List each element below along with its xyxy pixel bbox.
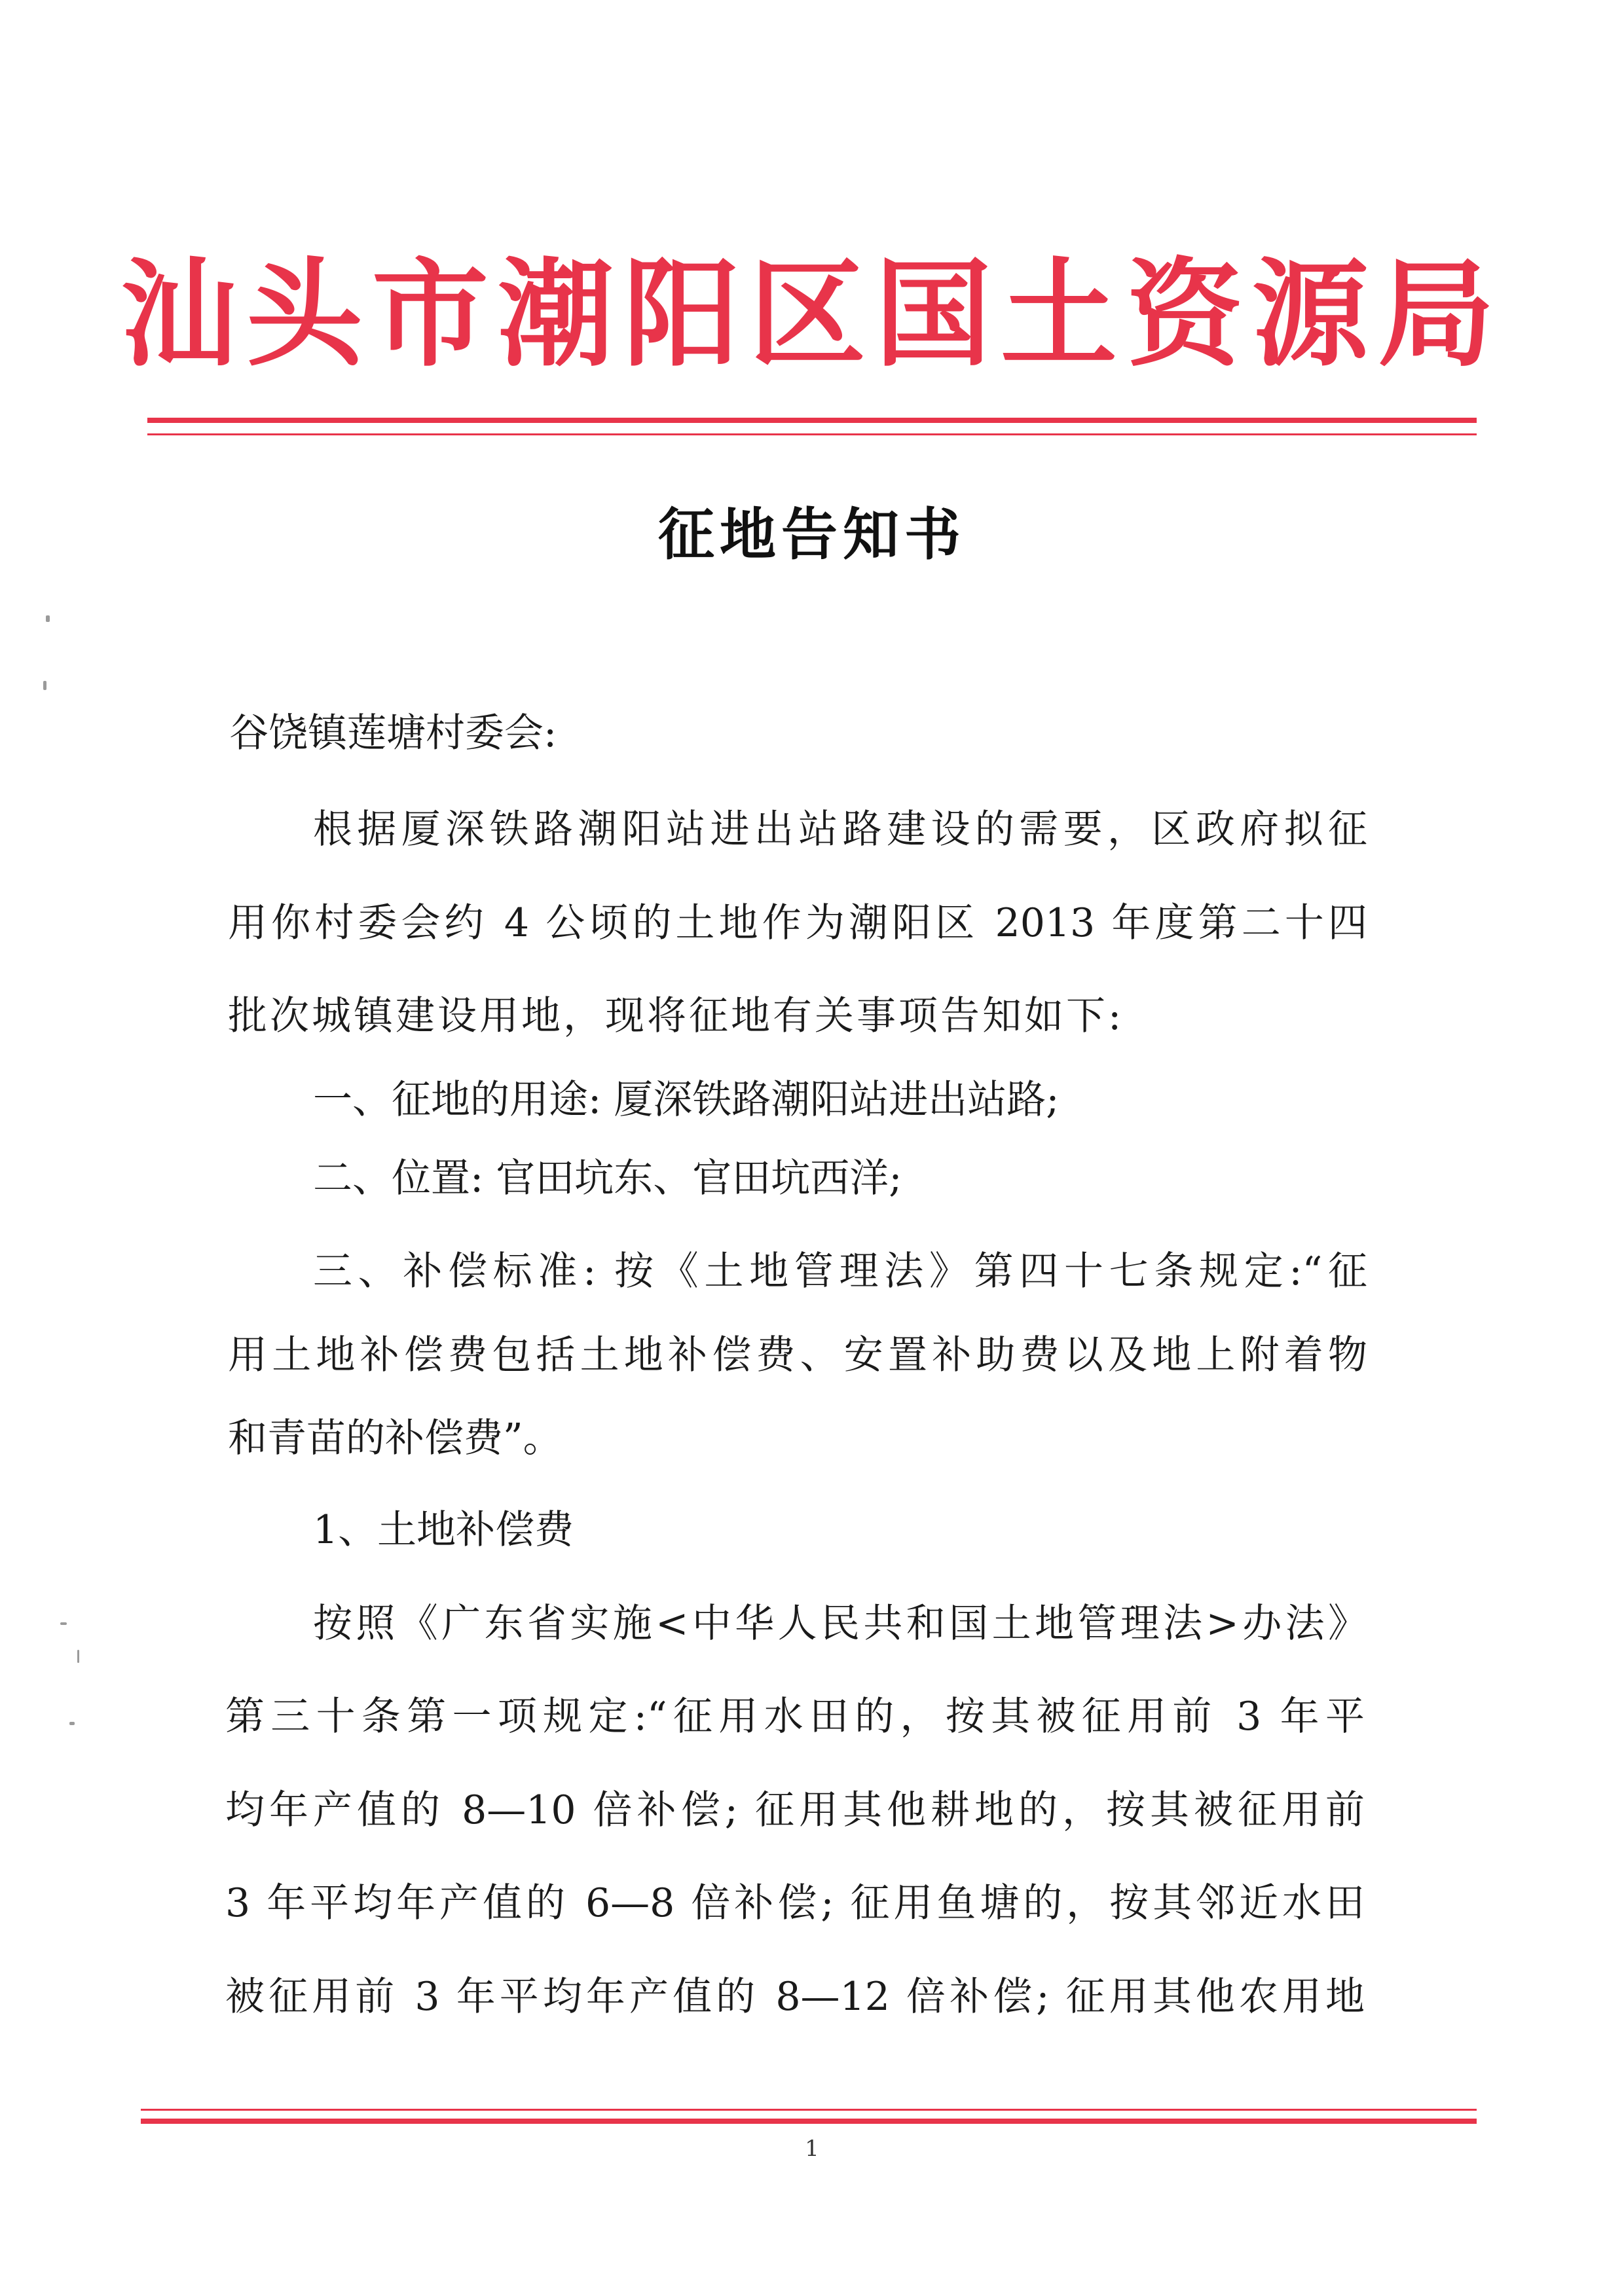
body-line: 第三十条第一项规定:“征用水田的，按其被征用前 3 年平 [225,1694,1365,1740]
body-line: 批次城镇建设用地，现将征地有关事项告知如下: [228,993,1124,1039]
body-line: 用你村委会约 4 公顷的土地作为潮阳区 2013 年度第二十四 [228,900,1367,946]
body-line: 3 年平均年产值的 6—8 倍补偿; 征用鱼塘的，按其邻近水田 [225,1880,1365,1926]
footer-rule-thin [141,2109,1477,2111]
body-line: 按照《广东省实施<中华人民共和国土地管理法>办法》 [313,1601,1367,1647]
body-line: 二、位置: 官田坑东、官田坑西洋; [313,1156,902,1201]
salutation: 谷饶镇莲塘村委会: [229,710,557,756]
body-line: 被征用前 3 年平均年产值的 8—12 倍补偿; 征用其他农用地 [225,1974,1365,2020]
body-line: 均年产值的 8—10 倍补偿; 征用其他耕地的，按其被征用前 [225,1787,1365,1833]
body-line: 和青苗的补偿费”。 [228,1415,563,1461]
footer-rule-thick [141,2119,1477,2124]
scan-speck [60,1622,67,1625]
letterhead-title: 汕头市潮阳区国土资源局 [120,246,1504,382]
letterhead-rule-thick [147,418,1477,423]
body-line: 三、补偿标准: 按《土地管理法》第四十七条规定:“征 [313,1248,1367,1294]
body-line: 一、征地的用途: 厦深铁路潮阳站进出站路; [313,1077,1060,1123]
page-number: 1 [805,2136,819,2162]
scan-speck [46,615,50,622]
scan-speck [43,681,46,690]
letterhead-rule-thin [147,433,1477,435]
scan-speck [77,1650,79,1663]
scan-speck [69,1722,75,1725]
document-title: 征地告知书 [658,501,966,568]
body-line: 用土地补偿费包括土地补偿费、安置补助费以及地上附着物 [228,1332,1367,1378]
section-heading: 1、土地补偿费 [313,1507,574,1553]
body-line: 根据厦深铁路潮阳站进出站路建设的需要，区政府拟征 [313,807,1367,852]
